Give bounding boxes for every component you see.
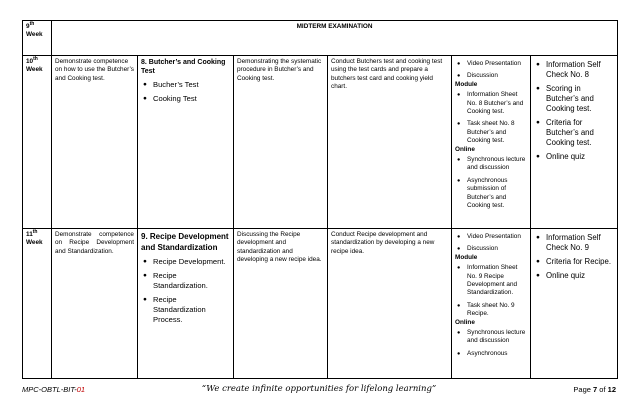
week-number: 9 — [26, 23, 30, 30]
topic-title: 9. Recipe Development and Standardization — [141, 232, 229, 252]
online-list — [455, 156, 527, 210]
module-list — [455, 91, 527, 145]
evaluation-list — [534, 60, 614, 162]
module-label: Module — [455, 253, 478, 261]
topic-cell — [138, 229, 234, 379]
list-item: ● Task sheet No. 9 Recipe. — [455, 302, 527, 319]
page-number — [573, 384, 616, 396]
table-row — [23, 21, 618, 56]
resources-cell — [452, 229, 531, 379]
assessment-cell: Conduct Butchers test and cooking test using the test cards and prepare a butchers test card and cooking yield chart. — [328, 56, 452, 229]
week-number: 11 — [26, 231, 33, 238]
list-item: ● Online quiz — [534, 271, 614, 281]
resources-cell — [452, 56, 531, 229]
institution-motto: “We create infinite opportunities for lifelong learning” — [201, 384, 437, 394]
list-item: ● Criteria for Recipe. — [534, 257, 614, 267]
online-label: Online — [455, 318, 475, 326]
list-item: ● Discussion — [455, 72, 527, 80]
table-row — [23, 229, 618, 379]
list-item: ● Discussion — [455, 245, 527, 253]
list-item: ● Asynchronous — [455, 350, 527, 358]
list-item: ● Online quiz — [534, 152, 614, 162]
resource-list — [455, 60, 527, 81]
online-label: Online — [455, 145, 475, 153]
week-cell — [23, 229, 52, 379]
week-word: Week — [26, 66, 43, 74]
list-item: ● Criteria for Butcher’s and Cooking test. — [534, 118, 614, 148]
page-total: 12 — [607, 385, 616, 394]
page-current: 7 — [593, 385, 598, 394]
list-item: ● Information Sheet No. 9 Recipe Development and Standardization. — [455, 264, 527, 298]
list-item: ● Task sheet No. 8 Butcher’s and Cooking test. — [455, 120, 527, 145]
evaluation-list — [534, 233, 614, 281]
module-label: Module — [455, 80, 478, 88]
module-list — [455, 264, 527, 318]
list-item: ● Bucher’s Test — [141, 80, 230, 90]
evaluation-cell — [531, 56, 618, 229]
topic-list — [141, 257, 230, 325]
list-item: ● Information Self Check No. 9 — [534, 233, 614, 253]
week-word: Week — [26, 239, 43, 247]
week-word: Week — [26, 31, 43, 39]
list-item: ● Video Presentation — [455, 60, 527, 68]
week-suffix: th — [33, 55, 38, 62]
page-footer — [22, 384, 616, 398]
learning-outcome: Demonstrate competence on how to use the Butcher’s and Cooking test. — [52, 56, 138, 229]
week-suffix: th — [29, 20, 35, 27]
learning-outcome: Demonstrate competence on Recipe Development and Standardization. — [52, 229, 138, 379]
document-code-prefix: MPC-OBTL-BIT- — [22, 385, 77, 394]
topic-cell — [138, 56, 234, 229]
activity-cell: Discussing the Recipe development and standardization and developing a new recipe idea. — [234, 229, 328, 379]
week-number: 10 — [26, 58, 34, 65]
week-cell — [23, 21, 52, 56]
list-item: ● Video Presentation — [455, 233, 527, 241]
syllabus-table — [22, 20, 618, 379]
list-item: ● Information Sheet No. 8 Butcher’s and Cooking test. — [455, 91, 527, 116]
table-row — [23, 56, 618, 229]
list-item: ● Recipe Development. — [141, 257, 230, 267]
list-item: ● Scoring in Butcher’s and Cooking test. — [534, 84, 614, 114]
list-item: ● Recipe Standardization Process. — [141, 295, 230, 325]
page-of: of — [599, 385, 606, 394]
list-item: ● Cooking Test — [141, 94, 230, 104]
resource-list — [455, 233, 527, 254]
topic-title: 8. Butcher’s and Cooking Test — [141, 59, 226, 75]
list-item: ● Recipe Standardization. — [141, 271, 230, 291]
week-cell — [23, 56, 52, 229]
list-item: ● Synchronous lecture and discussion — [455, 329, 527, 346]
assessment-cell: Conduct Recipe development and standardization by developing a new recipe idea. — [328, 229, 452, 379]
week-suffix: th — [32, 228, 38, 235]
topic-list — [141, 80, 230, 104]
list-item: ● Asynchronous submission of Butcher’s and Cooking test. — [455, 177, 527, 211]
online-list — [455, 329, 527, 358]
activity-cell: Demonstrating the systematic procedure in Butcher’s and Cooking test. — [234, 56, 328, 229]
list-item: ● Synchronous lecture and discussion — [455, 156, 527, 173]
list-item: ● Information Self Check No. 8 — [534, 60, 614, 80]
page-word: Page — [573, 385, 591, 394]
document-code-number: 01 — [76, 385, 86, 394]
midterm-title: MIDTERM EXAMINATION — [52, 21, 618, 56]
evaluation-cell — [531, 229, 618, 379]
